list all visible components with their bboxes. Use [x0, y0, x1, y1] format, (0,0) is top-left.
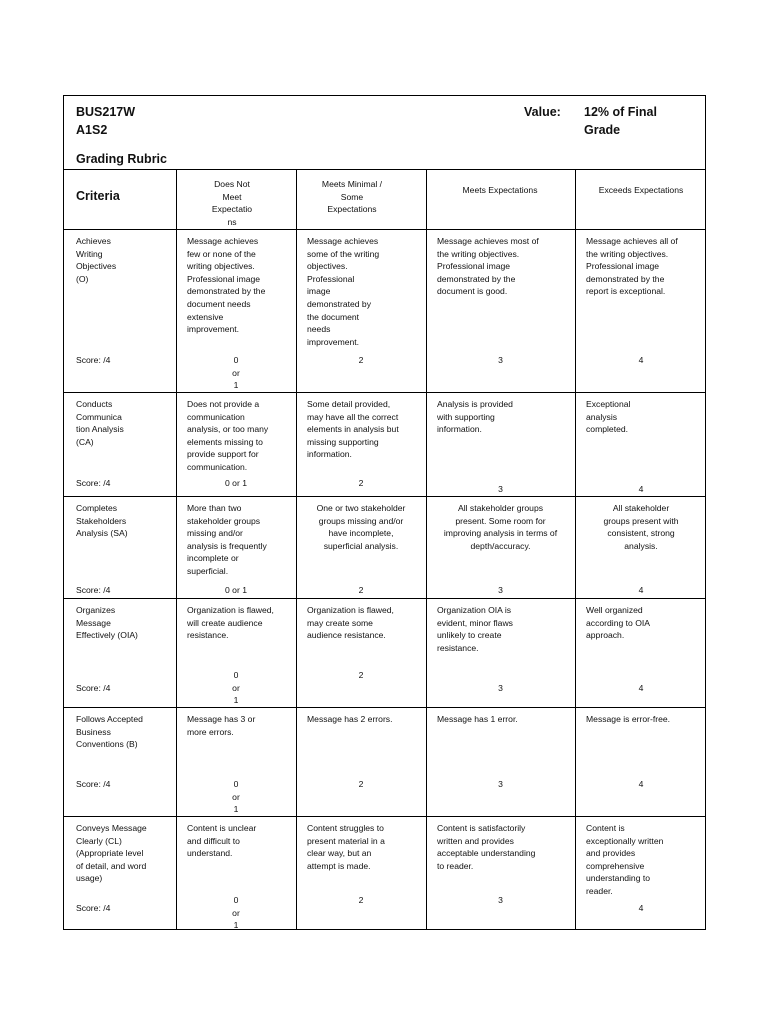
col-header-meets-minimal: Meets Minimal / Some Expectations [321, 179, 383, 215]
value-label: Value: [524, 105, 561, 119]
row-divider [64, 229, 705, 230]
criterion-label: Organizes Message Effectively (OIA) [76, 605, 138, 641]
exceeds-text: Well organized according to OIA approach. [586, 605, 651, 641]
assignment-code: A1S2 [76, 123, 108, 137]
meets-text: Content is satisfactorily written and provides acceptable understanding to reader. [437, 823, 536, 871]
points-exceeds: 4 [638, 585, 644, 595]
points-meets: 3 [498, 585, 503, 595]
points-exceeds: 4 [638, 484, 644, 494]
points-meets: 3 [498, 683, 503, 693]
score-label: Score: /4 [76, 585, 111, 595]
col-header-exceeds: Exceeds Expectations [598, 185, 684, 195]
points-meets-minimal: 2 [358, 670, 364, 680]
points-meets: 3 [498, 355, 503, 365]
points-meets-minimal: 2 [358, 779, 364, 789]
exceeds-text: Message is error-free. [586, 714, 671, 724]
meets-text: Analysis is provided with supporting information. [437, 399, 513, 435]
exceeds-text: Exceptional analysis completed. [586, 399, 631, 435]
row-divider [64, 707, 705, 708]
meets-minimal-text: Content struggles to present material in a clear way, but an attempt is made. [307, 823, 385, 871]
criteria-header: Criteria [76, 189, 120, 203]
criterion-label: Conveys Message Clearly (CL) (Appropriate level of detail, and word usage) [76, 823, 147, 884]
does-not-meet-text: Message has 3 or more errors. [187, 714, 256, 737]
meets-minimal-text: Some detail provided, may have all the correct elements in analysis but missing supporting information. [307, 399, 399, 460]
rubric-title: Grading Rubric [76, 152, 167, 166]
score-label: Score: /4 [76, 355, 111, 365]
points-meets: 3 [498, 484, 503, 494]
points-meets-minimal: 2 [358, 478, 364, 488]
row-divider [64, 496, 705, 497]
row-divider [64, 392, 705, 393]
points-does-not-meet: 0 or 1 [232, 895, 240, 931]
course-code: BUS217W [76, 105, 136, 119]
criterion-label: Follows Accepted Business Conventions (B) [76, 714, 143, 750]
meets-text: Message has 1 error. [437, 714, 518, 724]
points-meets-minimal: 2 [358, 895, 364, 905]
meets-minimal-text: Organization is flawed, may create some audience resistance. [307, 605, 394, 641]
points-meets: 3 [498, 779, 503, 789]
exceeds-text: Message achieves all of the writing objectives. Professional image demonstrated by the report is exceptional. [586, 236, 678, 297]
points-does-not-meet: 0 or 1 [225, 585, 247, 595]
col-header-does-not-meet: Does Not Meet Expectatio ns [211, 179, 253, 227]
meets-minimal-text: Message achieves some of the writing objectives. Professional image demonstrated by the document needs improvement. [307, 236, 380, 347]
score-label: Score: /4 [76, 478, 111, 488]
score-label: Score: /4 [76, 779, 111, 789]
row-divider [64, 816, 705, 817]
meets-text: Organization OIA is evident, minor flaws unlikely to create resistance. [437, 605, 513, 653]
points-meets: 3 [498, 895, 503, 905]
points-meets-minimal: 2 [358, 355, 364, 365]
points-exceeds: 4 [638, 683, 644, 693]
points-meets-minimal: 2 [358, 585, 364, 595]
meets-text: Message achieves most of the writing objectives. Professional image demonstrated by the document is good. [437, 236, 539, 297]
does-not-meet-text: More than two stakeholder groups missing and/or analysis is frequently incomplete or superficial. [187, 503, 267, 576]
does-not-meet-text: Message achieves few or none of the writing objectives. Professional image demonstrated by the document needs extensive improvement. [187, 236, 266, 335]
meets-minimal-text: One or two stakeholder groups missing and/or have incomplete, superficial analysis. [316, 503, 406, 551]
does-not-meet-text: Does not provide a communication analysis, or too many elements missing to provide support for communication. [187, 399, 269, 472]
criterion-label: Completes Stakeholders Analysis (SA) [76, 503, 128, 539]
exceeds-text: All stakeholder groups present with consistent, strong analysis. [603, 503, 679, 551]
row-divider [64, 598, 705, 599]
exceeds-text: Content is exceptionally written and provides comprehensive understanding to reader. [586, 823, 664, 896]
does-not-meet-text: Organization is flawed, will create audience resistance. [187, 605, 274, 641]
does-not-meet-text: Content is unclear and difficult to understand. [187, 823, 257, 859]
value-text: 12% of Final Grade [584, 105, 657, 137]
points-does-not-meet: 0 or 1 [232, 670, 240, 706]
header-divider [64, 169, 705, 170]
points-exceeds: 4 [638, 903, 644, 913]
grading-rubric-table [63, 95, 706, 930]
score-label: Score: /4 [76, 683, 111, 693]
meets-minimal-text: Message has 2 errors. [307, 714, 393, 724]
meets-text: All stakeholder groups present. Some room for improving analysis in terms of depth/accuracy. [443, 503, 558, 551]
points-exceeds: 4 [638, 355, 644, 365]
points-does-not-meet: 0 or 1 [225, 478, 247, 488]
points-does-not-meet: 0 or 1 [232, 355, 240, 391]
criterion-label: Achieves Writing Objectives (O) [76, 236, 117, 284]
criterion-label: Conducts Communica tion Analysis (CA) [76, 399, 124, 447]
points-exceeds: 4 [638, 779, 644, 789]
points-does-not-meet: 0 or 1 [232, 779, 240, 815]
col-header-meets: Meets Expectations [462, 185, 538, 195]
score-label: Score: /4 [76, 903, 111, 913]
